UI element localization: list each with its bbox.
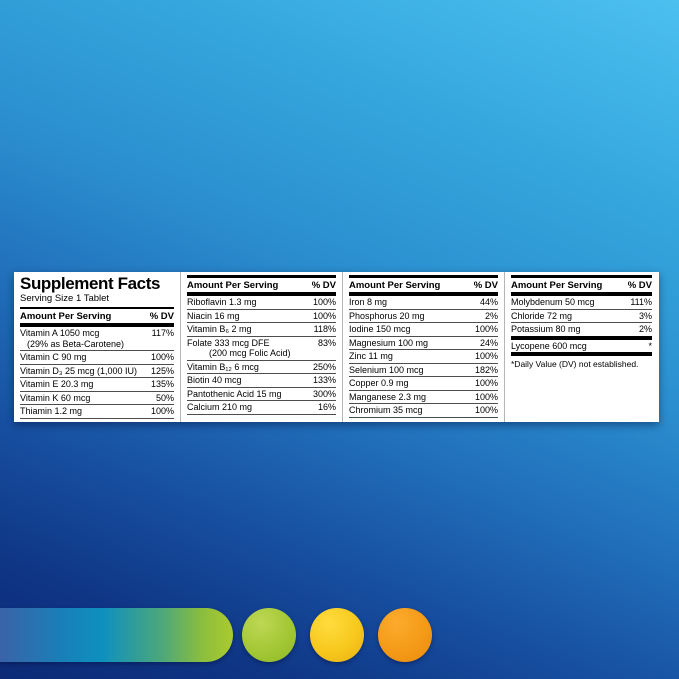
supplement-facts-panel [14, 272, 659, 422]
nutrient-name: Riboflavin 1.3 mg [187, 297, 257, 307]
nutrient-dv: 100% [150, 406, 174, 416]
nutrient-dv: 111% [630, 297, 652, 307]
nutrient-dv: 133% [312, 375, 336, 385]
header-amount: Amount Per Serving [349, 280, 441, 291]
nutrient-subnote: (200 mcg Folic Acid) [209, 348, 291, 358]
column-header [20, 309, 174, 323]
table-row [349, 323, 498, 337]
nutrient-dv: 100% [474, 324, 498, 334]
nutrient-name: Vitamin E 20.3 mg [20, 379, 94, 389]
header-dv: % DV [473, 280, 498, 291]
nutrient-name: Copper 0.9 mg [349, 378, 409, 388]
nutrient-dv: 100% [474, 391, 498, 402]
nutrient-dv: 100% [312, 297, 336, 307]
nutrient-dv: 117% [151, 328, 174, 338]
nutrient-dv: 182% [474, 364, 498, 375]
nutrient-dv: 125% [150, 365, 174, 376]
nutrient-dv: 44% [479, 297, 498, 307]
table-row [187, 401, 336, 415]
table-row [511, 340, 652, 353]
nutrient-name: Vitamin D₃ 25 mcg (1,000 IU) [20, 365, 138, 376]
table-row [349, 337, 498, 351]
nutrient-name: Chloride 72 mg [511, 310, 573, 321]
nutrient-name: Selenium 100 mcg [349, 364, 424, 375]
facts-column-4 [504, 272, 658, 422]
table-row [511, 310, 652, 324]
header-amount: Amount Per Serving [511, 280, 603, 291]
nutrient-dv: 2% [638, 324, 652, 334]
gradient-bar [0, 608, 233, 662]
table-row [349, 364, 498, 378]
table-row [187, 323, 336, 337]
table-row [20, 378, 174, 392]
table-row [187, 361, 336, 375]
nutrient-name: Folate 333 mcg DFE (200 mcg Folic Acid) [187, 338, 314, 359]
nutrient-name: Vitamin K 60 mcg [20, 392, 91, 403]
table-row [20, 351, 174, 365]
nutrient-name: Lycopene 600 mcg [511, 340, 587, 351]
header-amount: Amount Per Serving [187, 280, 279, 291]
table-row [349, 377, 498, 391]
header-dv: % DV [311, 280, 336, 291]
nutrient-dv: 250% [312, 361, 336, 372]
nutrient-name: Niacin 16 mg [187, 310, 240, 321]
nutrient-name: Iodine 150 mcg [349, 324, 411, 334]
table-row [20, 405, 174, 419]
nutrient-name: Vitamin A 1050 mcg (29% as Beta-Carotene) [20, 328, 148, 349]
nutrient-dv: 118% [313, 324, 336, 334]
table-row [187, 310, 336, 324]
table-row [187, 296, 336, 310]
header-dv: % DV [149, 311, 174, 322]
nutrient-dv: 24% [479, 337, 498, 348]
table-row [511, 296, 652, 310]
nutrient-dv: 100% [474, 405, 498, 415]
table-row [511, 323, 652, 336]
nutrient-dv: 135% [150, 379, 174, 389]
nutrient-name: Calcium 210 mg [187, 402, 253, 412]
nutrient-dv: 100% [474, 351, 498, 361]
nutrient-dv: 100% [312, 310, 336, 321]
nutrient-dv: 3% [638, 310, 652, 321]
facts-column-1 [14, 272, 180, 422]
facts-column-3 [342, 272, 504, 422]
nutrient-name: Iron 8 mg [349, 297, 388, 307]
column-header [511, 278, 652, 292]
nutrient-name: Molybdenum 50 mcg [511, 297, 595, 307]
nutrient-name: Potassium 80 mg [511, 324, 581, 334]
dv-footnote: *Daily Value (DV) not established. [511, 359, 639, 369]
nutrient-name: Vitamin B₆ 2 mg [187, 324, 252, 334]
nutrient-name: Thiamin 1.2 mg [20, 406, 83, 416]
green-circle [242, 608, 296, 662]
table-row [187, 374, 336, 388]
nutrient-dv: 100% [150, 352, 174, 362]
nutrient-name: Zinc 11 mg [349, 351, 393, 361]
column-header [187, 278, 336, 292]
nutrient-dv: 100% [474, 378, 498, 388]
nutrient-dv: 300% [312, 388, 336, 399]
table-row [187, 388, 336, 402]
header-dv: % DV [627, 280, 652, 291]
table-row [349, 404, 498, 418]
table-row [187, 337, 336, 361]
nutrient-name: Phosphorus 20 mg [349, 310, 425, 321]
table-row [20, 365, 174, 379]
table-row [20, 392, 174, 406]
table-row [349, 310, 498, 324]
nutrient-dv: 16% [317, 402, 336, 412]
orange-circle [378, 608, 432, 662]
panel-title: Supplement Facts [20, 274, 161, 293]
header-amount: Amount Per Serving [20, 311, 112, 322]
nutrient-name: Manganese 2.3 mg [349, 391, 427, 402]
nutrient-name: Biotin 40 mcg [187, 375, 242, 385]
table-row [349, 391, 498, 405]
nutrient-subnote: (29% as Beta-Carotene) [27, 338, 125, 349]
table-row [349, 296, 498, 310]
nutrient-dv: 83% [317, 337, 336, 348]
nutrient-dv: 2% [484, 310, 498, 321]
nutrient-name: Vitamin B₁₂ 6 mcg [187, 361, 259, 372]
serving-size: Serving Size 1 Tablet [20, 293, 110, 304]
nutrient-dv: * [648, 340, 652, 351]
nutrient-name: Pantothenic Acid 15 mg [187, 388, 282, 399]
nutrient-dv: 50% [155, 392, 174, 403]
table-row [20, 327, 174, 351]
yellow-circle [310, 608, 364, 662]
nutrient-name: Chromium 35 mcg [349, 405, 423, 415]
table-row [349, 350, 498, 364]
nutrient-name: Vitamin C 90 mg [20, 352, 87, 362]
facts-column-2 [180, 272, 342, 422]
column-header [349, 278, 498, 292]
nutrient-name: Magnesium 100 mg [349, 337, 429, 348]
